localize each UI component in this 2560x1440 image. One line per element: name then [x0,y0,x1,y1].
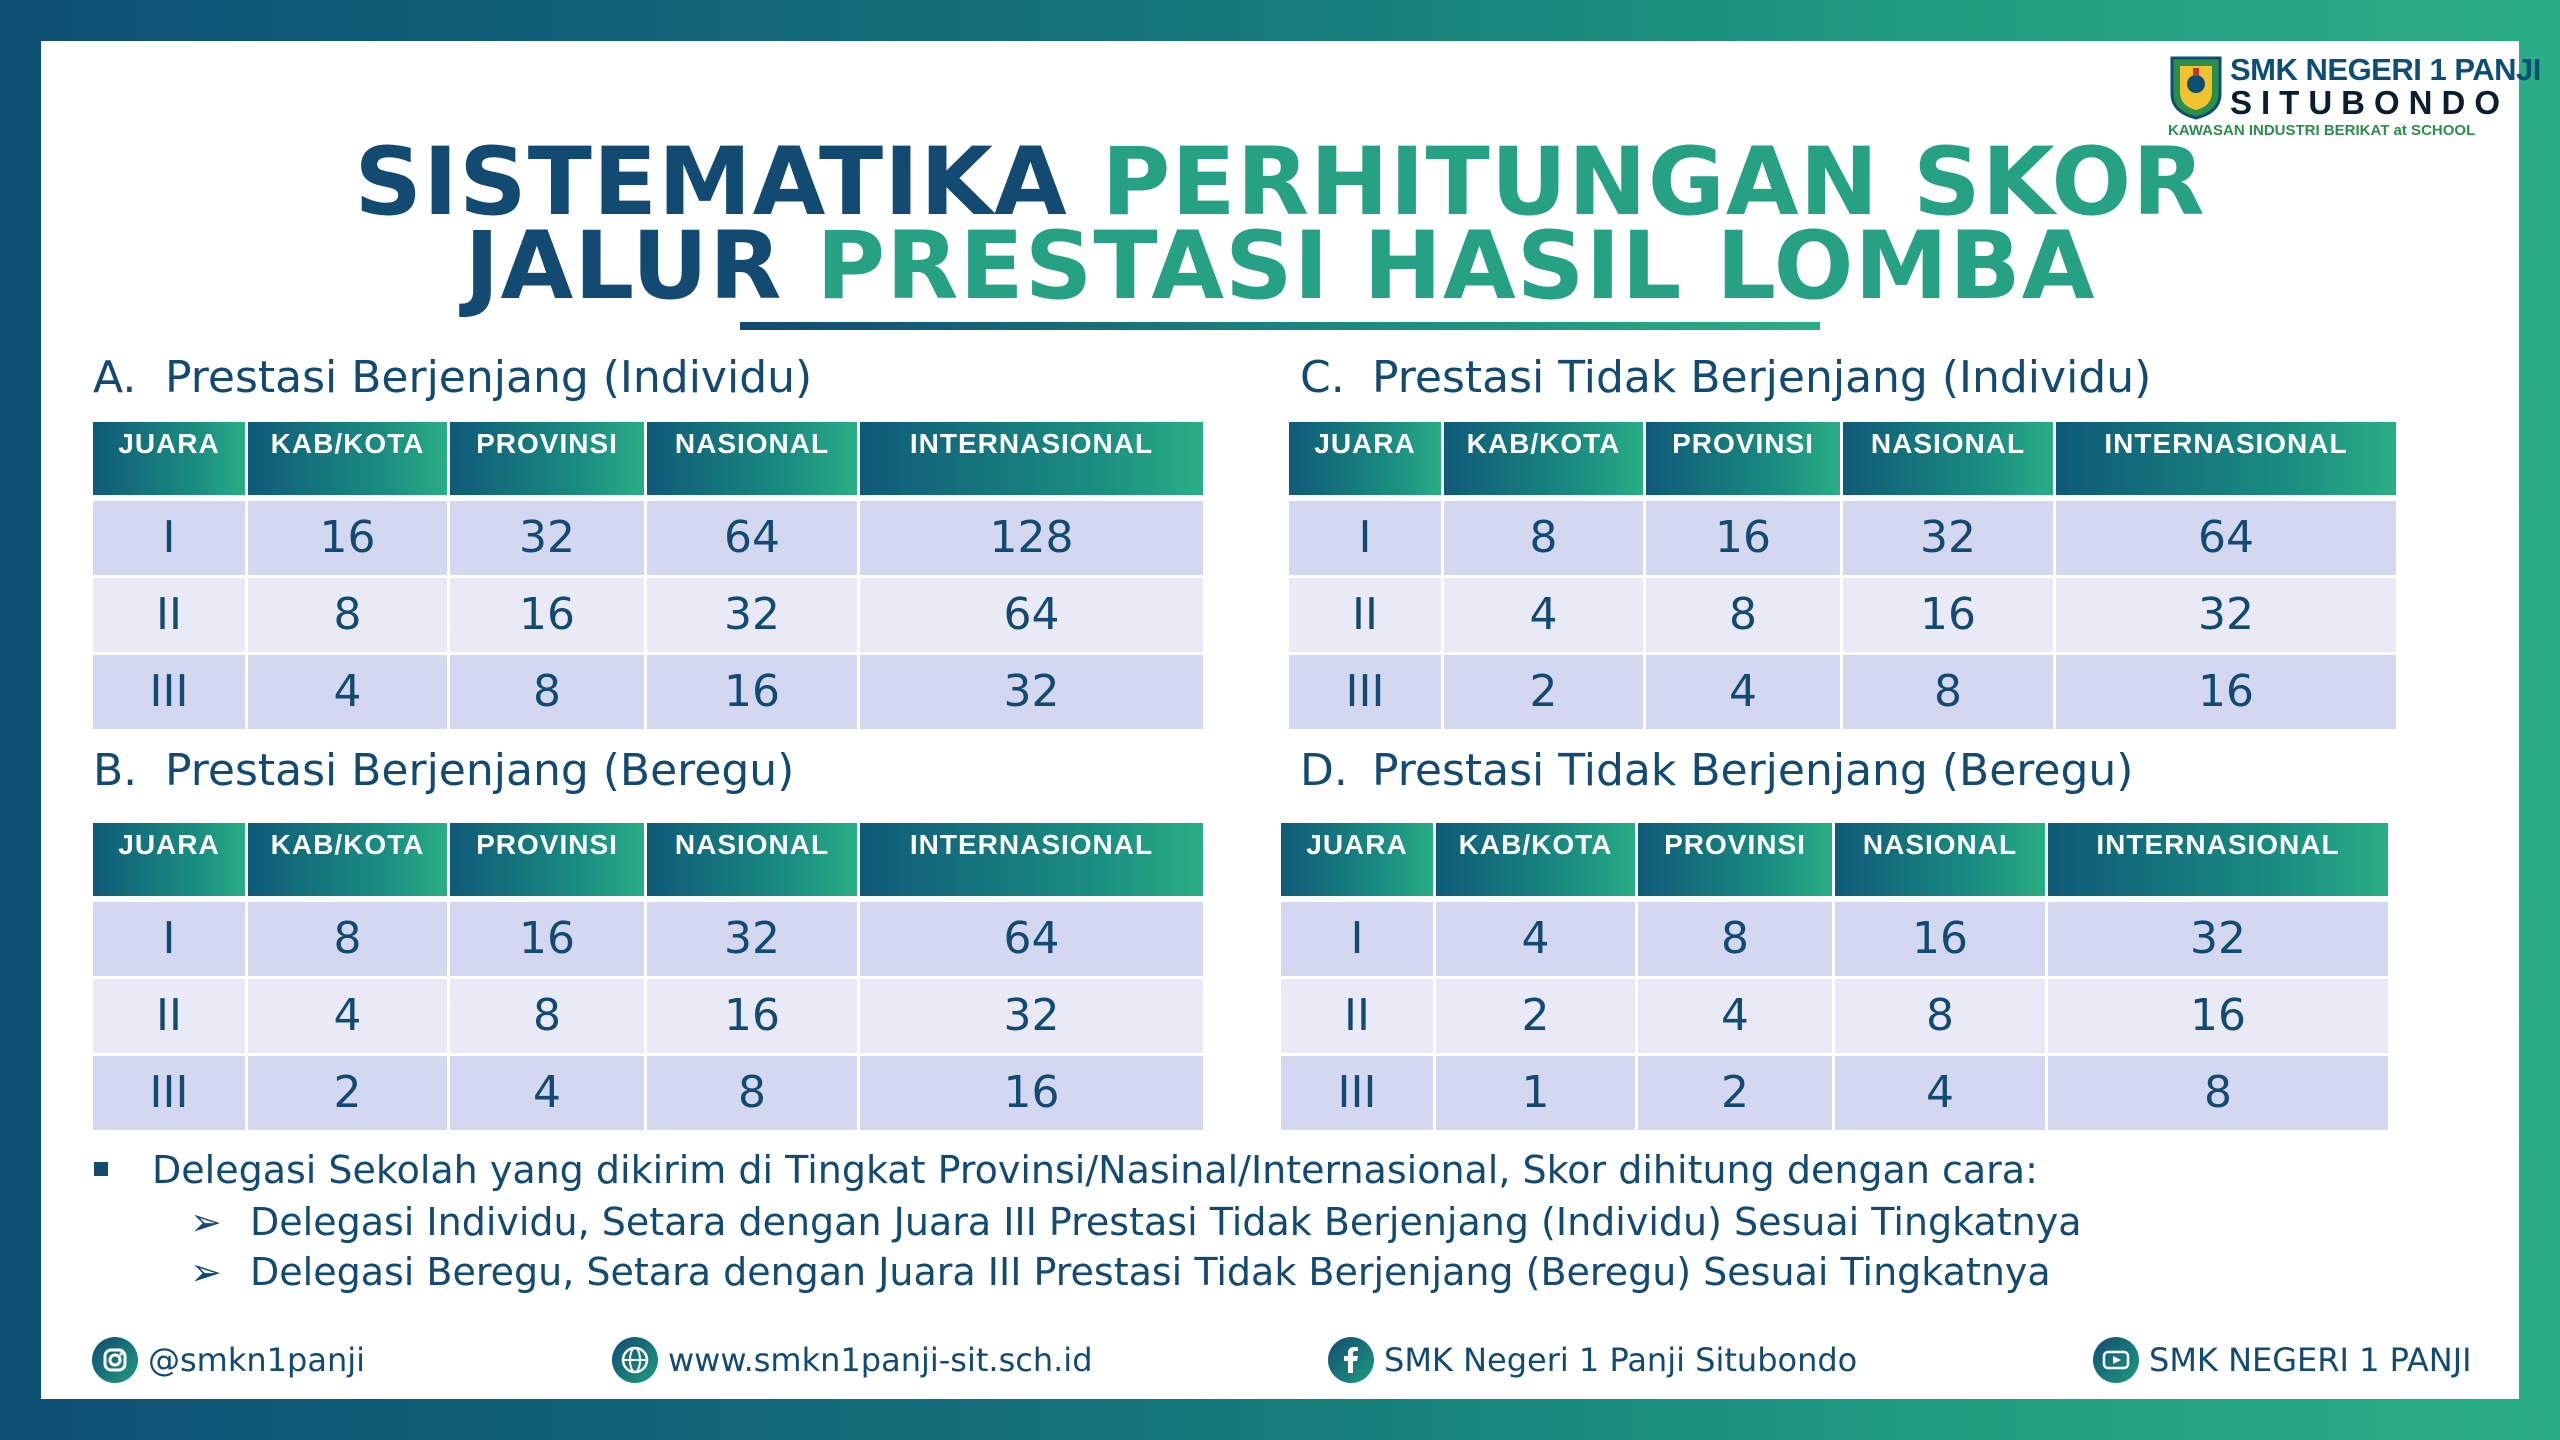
col-header-juara: JUARA [93,823,245,896]
cell-internasional: 64 [2056,501,2396,575]
cell-provinsi: 16 [1646,501,1840,575]
school-crest-icon [2170,54,2222,120]
cell-kab-kota: 1 [1436,1056,1635,1130]
cell-nasional: 16 [1843,578,2053,652]
cell-nasional: 16 [647,979,857,1053]
col-header-kab-kota: KAB/KOTA [1444,422,1643,495]
cell-nasional: 16 [1835,902,2045,976]
cell-nasional: 32 [1843,501,2053,575]
col-header-juara: JUARA [93,422,245,495]
title-line1-dark: SISTEMATIKA [354,128,1068,237]
cell-internasional: 32 [2056,578,2396,652]
cell-internasional: 128 [860,501,1203,575]
section-d-title: Prestasi Tidak Berjenjang (Beregu) [1372,745,2134,796]
cell-nasional: 16 [647,655,857,729]
title-line2-teal: PRESTASI HASIL LOMBA [816,212,2096,321]
col-header-internasional: INTERNASIONAL [2056,422,2396,495]
note-sub-text: Delegasi Beregu, Setara dengan Juara III Prestasi Tidak Berjenjang (Beregu) Sesuai Tingkatnya [250,1250,2051,1294]
cell-juara: III [1289,655,1441,729]
cell-juara: II [1289,578,1441,652]
cell-juara: I [1289,501,1441,575]
cell-nasional: 32 [647,902,857,976]
cell-juara: II [93,979,245,1053]
cell-provinsi: 8 [1646,578,1840,652]
cell-internasional: 32 [860,979,1203,1053]
cell-juara: I [93,501,245,575]
col-header-juara: JUARA [1281,823,1433,896]
cell-internasional: 16 [2048,979,2388,1053]
cell-kab-kota: 8 [248,902,447,976]
note-sub-item [190,1200,2081,1244]
cell-internasional: 16 [860,1056,1203,1130]
youtube-icon [2093,1337,2139,1383]
cell-internasional: 32 [2048,902,2388,976]
logo-tagline: KAWASAN INDUSTRI BERIKAT at SCHOOL [2168,122,2476,139]
col-header-nasional: NASIONAL [1843,422,2053,495]
cell-provinsi: 16 [450,578,644,652]
col-header-nasional: NASIONAL [1835,823,2045,896]
cell-kab-kota: 16 [248,501,447,575]
cell-provinsi: 8 [450,655,644,729]
facebook-page: SMK Negeri 1 Panji Situbondo [1384,1341,1858,1379]
cell-provinsi: 4 [1638,979,1832,1053]
cell-nasional: 8 [647,1056,857,1130]
cell-kab-kota: 4 [248,655,447,729]
section-a-title: Prestasi Berjenjang (Individu) [165,352,813,403]
cell-nasional: 8 [1835,979,2045,1053]
section-b-letter: B. [93,745,138,796]
col-header-provinsi: PROVINSI [1646,422,1840,495]
section-a-letter: A. [93,352,137,403]
cell-juara: III [93,1056,245,1130]
page-title-line2 [0,212,2560,321]
arrow-bullet-icon: ➢ [190,1200,222,1244]
col-header-kab-kota: KAB/KOTA [1436,823,1635,896]
col-header-internasional: INTERNASIONAL [860,422,1203,495]
cell-provinsi: 16 [450,902,644,976]
cell-internasional: 8 [2048,1056,2388,1130]
note-main-text: Delegasi Sekolah yang dikirim di Tingkat Provinsi/Nasinal/Internasional, Skor dihitung dengan cara: [152,1148,2038,1192]
title-line1-teal: PERHITUNGAN SKOR [1101,128,2206,237]
cell-provinsi: 4 [1646,655,1840,729]
col-header-provinsi: PROVINSI [450,422,644,495]
cell-juara: I [93,902,245,976]
square-bullet-icon [94,1162,108,1176]
cell-provinsi: 32 [450,501,644,575]
arrow-bullet-icon: ➢ [190,1250,222,1294]
section-d-letter: D. [1300,745,1348,796]
cell-kab-kota: 8 [248,578,447,652]
cell-provinsi: 8 [450,979,644,1053]
school-logo [2168,48,2541,148]
col-header-nasional: NASIONAL [647,823,857,896]
logo-name-line2: SITUBONDO [2230,84,2509,121]
cell-kab-kota: 4 [1444,578,1643,652]
title-underline [740,322,1820,330]
instagram-icon [92,1337,138,1383]
cell-juara: I [1281,902,1433,976]
cell-kab-kota: 2 [248,1056,447,1130]
cell-nasional: 4 [1835,1056,2045,1130]
section-b-heading [93,745,794,796]
col-header-juara: JUARA [1289,422,1441,495]
cell-internasional: 16 [2056,655,2396,729]
cell-kab-kota: 8 [1444,501,1643,575]
cell-provinsi: 8 [1638,902,1832,976]
note-sub-text: Delegasi Individu, Setara dengan Juara III Prestasi Tidak Berjenjang (Individu) Sesuai Tingkatnya [250,1200,2082,1244]
cell-kab-kota: 2 [1444,655,1643,729]
col-header-internasional: INTERNASIONAL [860,823,1203,896]
cell-internasional: 64 [860,578,1203,652]
instagram-handle: @smkn1panji [148,1341,365,1379]
cell-provinsi: 2 [1638,1056,1832,1130]
section-b-title: Prestasi Berjenjang (Beregu) [165,745,795,796]
cell-juara: III [1281,1056,1433,1130]
section-d-heading [1300,745,2133,796]
section-c-letter: C. [1300,352,1345,403]
section-c-heading [1300,352,2151,403]
col-header-kab-kota: KAB/KOTA [248,422,447,495]
cell-juara: II [93,578,245,652]
title-line2-dark: JALUR [464,212,783,321]
website-url: www.smkn1panji-sit.sch.id [668,1341,1093,1379]
cell-provinsi: 4 [450,1056,644,1130]
cell-internasional: 32 [860,655,1203,729]
section-c-title: Prestasi Tidak Berjenjang (Individu) [1372,352,2152,403]
cell-nasional: 64 [647,501,857,575]
cell-kab-kota: 4 [1436,902,1635,976]
cell-juara: II [1281,979,1433,1053]
cell-kab-kota: 2 [1436,979,1635,1053]
section-a-heading [93,352,812,403]
globe-icon [612,1337,658,1383]
cell-nasional: 8 [1843,655,2053,729]
col-header-nasional: NASIONAL [647,422,857,495]
cell-nasional: 32 [647,578,857,652]
youtube-channel: SMK NEGERI 1 PANJI [2149,1341,2472,1379]
cell-internasional: 64 [860,902,1203,976]
col-header-internasional: INTERNASIONAL [2048,823,2388,896]
col-header-provinsi: PROVINSI [1638,823,1832,896]
cell-kab-kota: 4 [248,979,447,1053]
cell-juara: III [93,655,245,729]
col-header-kab-kota: KAB/KOTA [248,823,447,896]
note-sub-item [190,1250,2051,1294]
logo-name-line1: SMK NEGERI 1 PANJI [2230,52,2541,87]
facebook-icon [1328,1337,1374,1383]
col-header-provinsi: PROVINSI [450,823,644,896]
